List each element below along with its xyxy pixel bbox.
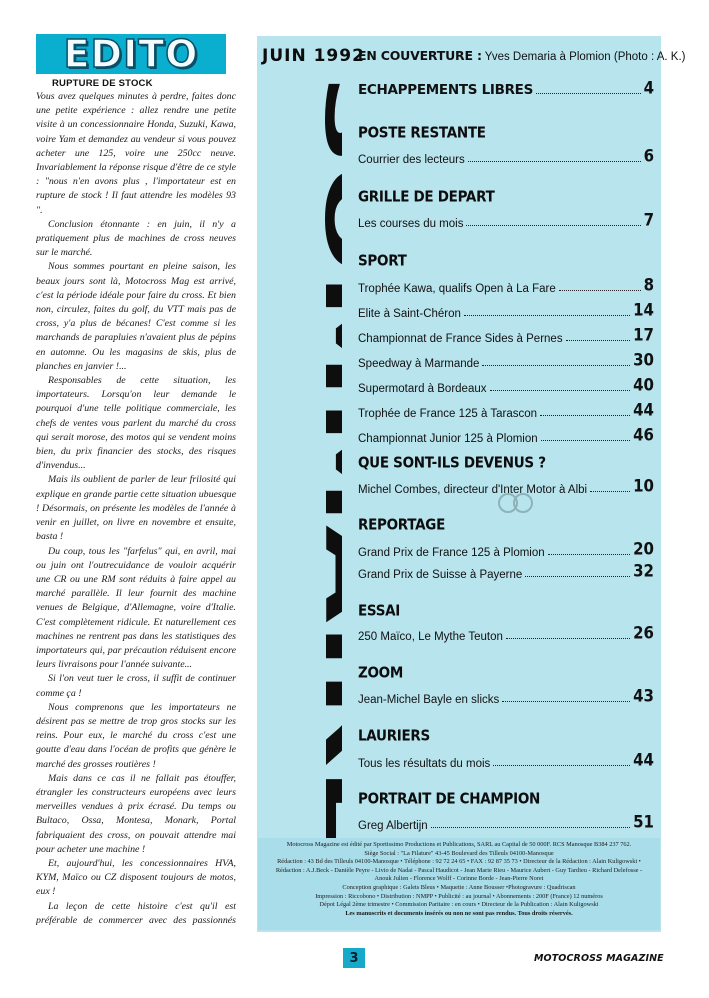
toc-entry-label: Championnat Junior 125 à Plomion	[358, 433, 538, 445]
edito-paragraph: Du coup, tous les "farfelus" qui, en avril, mai ou juin ont l'outrecuidance de vouloir acquérir une CR ou une RM sont réduits à faire appel au marché parallèle. Il leur fournit des machine venues de Belgique, d'Allemagne, voire d'Italie. C'est complètement ridicule. Et naturellement ces machines ne rentrent pas dans les statistiques des importateurs qui, par précaution réduisent encore leurs livraisons pour l'année suivante...	[36, 545, 236, 671]
credits-line: Motocross Magazine est édité par Sportissimo Productions et Publications, SARL au Capital de 50 000F. RCS Manosque B384 237 762.	[286, 841, 632, 848]
issue-date: JUIN 1992	[262, 46, 365, 66]
toc-entry-page: 44	[633, 749, 654, 770]
leader-dots	[559, 289, 641, 291]
edito-title: EDITO	[36, 34, 226, 74]
toc-entry[interactable]	[358, 299, 654, 320]
leader-dots	[540, 414, 630, 416]
toc-entry[interactable]	[358, 349, 654, 370]
leader-dots	[482, 364, 630, 366]
toc-entry[interactable]	[358, 424, 654, 445]
toc-entry-label: Greg Albertijn	[358, 820, 428, 832]
leader-dots	[431, 826, 630, 828]
edito-paragraph: Mais ils oublient de parler de leur frilosité qui explique en grande partie cette situation ubuesque ! Désormais, on présente les modèles de l'année à venir en juillet, on livre en novembre et ensuite, basta !	[36, 474, 236, 543]
toc-entry-page: 40	[633, 374, 654, 395]
toc-entry[interactable]	[358, 560, 654, 581]
edito-paragraph: Nous comprenons que les importateurs ne désirent pas se mettre de trop gros stocks sur les reins. Pour eux, le marché du cross c'est une goutte d'eau dans l'océan de profits que génère le marché des grosses routières !	[36, 701, 236, 770]
sommaire-vertical-svg	[262, 70, 342, 860]
toc-entry[interactable]	[358, 811, 654, 832]
toc-entry-page: 32	[633, 560, 654, 581]
section-head-lauriers: LAURIERS	[358, 727, 430, 745]
edito-body	[36, 90, 236, 930]
cover-line	[358, 48, 686, 63]
toc-entry-page: 8	[643, 274, 654, 295]
leader-dots	[541, 439, 630, 441]
section-head-reportage: REPORTAGE	[358, 516, 445, 534]
leader-dots	[468, 160, 641, 162]
sommaire-vertical-word	[262, 70, 342, 860]
toc-entry[interactable]	[358, 209, 654, 230]
section-head-essai: ESSAI	[358, 602, 401, 620]
toc-entry[interactable]	[358, 399, 654, 420]
edito-paragraph: Si l'on veut tuer le cross, il suffit de continuer comme ça !	[36, 673, 236, 699]
credits-line: Dépot Légal 2ème trimestre • Commission Paritaire : en cours • Directeur de la Publication : Alain Kuligowski	[319, 901, 599, 909]
leader-dots	[536, 92, 641, 94]
toc-entry-page: 6	[643, 145, 654, 166]
toc-entry-label: Courrier des lecteurs	[358, 154, 465, 166]
leader-dots	[464, 314, 630, 316]
toc-entry-label: Trophée Kawa, qualifs Open à La Fare	[358, 283, 556, 295]
toc-entry-label: ECHAPPEMENTS LIBRES	[358, 82, 534, 98]
toc-entry-echappements[interactable]	[358, 77, 654, 98]
leader-dots	[590, 490, 630, 492]
page-number: 3	[343, 948, 365, 968]
toc-entry-label: Jean-Michel Bayle en slicks	[358, 694, 500, 706]
credits-line: Impression : Riccobono • Distribution : NMPP • Publicité : au journal • Abonnements : 200F (France) 12 numéros	[315, 892, 603, 900]
section-head-poste-restante: POSTE RESTANTE	[358, 124, 486, 142]
toc-entry-label: Speedway à Marmande	[358, 358, 480, 370]
toc-entry-page: 14	[633, 299, 654, 320]
toc-entry-page: 51	[633, 811, 654, 832]
leader-dots	[493, 764, 630, 766]
edito-paragraph: Responsables de cette situation, les importateurs. Lorsqu'on leur demande le pourquoi d'une telle politique commerciale, les chefs de ventes vous parlent du marché du cross qui serait morose, des motos qui se vendent moins bien, du prix financier des stocks, des risques d'invendus...	[36, 375, 236, 472]
toc-entry-page: 43	[633, 685, 654, 706]
cover-text: Yves Demaria à Plomion (Photo : A. K.)	[484, 51, 686, 63]
toc-entry[interactable]	[358, 274, 654, 295]
section-head-grille-de-depart: GRILLE DE DEPART	[358, 188, 495, 206]
toc-entry-label: Grand Prix de Suisse à Payerne	[358, 569, 523, 581]
toc-entry-label: 250 Maïco, Le Mythe Teuton	[358, 631, 503, 643]
sommaire-vertical-text: SOMMAIRE	[309, 74, 342, 506]
toc-entry[interactable]	[358, 685, 654, 706]
credits-line: Rédaction : 43 Bd des Tilleuls 04100-Manosque • Téléphone : 92 72 24 65 • FAX : 92 87 35 73 • Directeur de la Rédaction : Alain Kuligowski •	[277, 858, 641, 866]
toc-entry-page: 4	[643, 77, 654, 98]
section-head-sport: SPORT	[358, 252, 407, 270]
leader-dots	[502, 700, 630, 702]
credits-line: Anouk Julien - Florence Wolff - Corinne Borde - Jean-Pierre Noret	[374, 875, 544, 883]
toc-entry[interactable]	[358, 538, 654, 559]
leader-dots	[525, 575, 630, 577]
toc-entry-label: Elite à Saint-Chéron	[358, 308, 461, 320]
cover-label: EN COUVERTURE :	[358, 48, 482, 63]
toc-entry-label: Trophée de France 125 à Tarascon	[358, 408, 538, 420]
leader-dots	[490, 389, 631, 391]
toc-entry-page: 46	[633, 424, 654, 445]
leader-dots	[548, 553, 630, 555]
toc-entry-label: Michel Combes, directeur d'Inter Motor à Albi	[358, 484, 588, 496]
toc-entry[interactable]	[358, 145, 654, 166]
credits-line: Siège Social : "La Filature" 43-45 Boulevard des Tilleuls 04100-Manosque	[364, 849, 554, 857]
section-head-que-sont-ils-devenus: QUE SONT-ILS DEVENUS ?	[358, 454, 546, 472]
credits	[262, 841, 656, 918]
edito-paragraph: Nous sommes pourtant en pleine saison, les beaux jours sont là, Motocross Mag est arrivé, c'est la période idéale pour faire du cross. Et bien non, circulez, faites du golf, du VTT mais pas de cross, y'a plus de bécanes! C'est comme si les marchands de parapluies n'avaient plus de pépins en automne. Ou les magasins de skis, plus de planches en janvier !...	[36, 261, 236, 372]
credits-line: Rédaction : A.J.Beck - Danièle Peyre - Livio de Nadai - Pascal Haudicot - Jean Marie Rieu - Maurice Aubert - Guy Tardieu - Richard Delefosse -	[275, 866, 643, 874]
toc-entry-page: 20	[633, 538, 654, 559]
footer-magazine-name: MOTOCROSS MAGAZINE	[534, 953, 664, 964]
credits-line: Conception graphique : Galets Bleus • Maquette : Anne Bousser •Photogravure : Quadriscan	[342, 883, 576, 891]
toc-entry[interactable]	[358, 622, 654, 643]
toc-entry-page: 17	[633, 324, 654, 345]
edito-paragraph: Conclusion étonnante : en juin, il n'y a pratiquement plus de machines de cross neuves sur le marché.	[36, 218, 236, 259]
toc-entry-label: Championnat de France Sides à Pernes	[358, 333, 563, 345]
leader-dots	[466, 224, 640, 226]
toc-entry-page: 7	[643, 209, 654, 230]
toc-entry-label: Les courses du mois	[358, 218, 464, 230]
edito-subtitle: RUPTURE DE STOCK	[52, 78, 153, 89]
toc-entry[interactable]	[358, 749, 654, 770]
edito-paragraph: Mais dans ce cas il ne fallait pas étouffer, étrangler les constructeurs européens avec leurs merveilles vendues à prix écrasé. Du temps ou Bultaco, Ossa, Montesa, Monark, Portal fabriquaient des cross, on pouvait attendre mai pour acheter une machine !	[36, 772, 236, 855]
toc-entry-label: Supermotard à Bordeaux	[358, 383, 487, 395]
stamp-watermark-icon	[498, 490, 538, 516]
section-head-portrait-de-champion: PORTRAIT DE CHAMPION	[358, 790, 541, 808]
edito-paragraph: Et, aujourd'hui, les concessionnaires HVA, KYM, Maïco ou CZ disposent toujours de motos, eux !	[36, 857, 236, 898]
toc-entry-page: 44	[633, 399, 654, 420]
toc-entry-page: 30	[633, 349, 654, 370]
toc-entry-label: Grand Prix de France 125 à Plomion	[358, 547, 545, 559]
section-head-zoom: ZOOM	[358, 664, 403, 682]
toc-entry-page: 26	[633, 622, 654, 643]
edito-paragraph: Vous avez quelques minutes à perdre, faites donc une petite expérience : allez rendre une petite visite à un concessionnaire Honda, Suzuki, Kawa, voire Yam et demandez au vendeur si vous pouvez acheter une 125, voire une 250cc neuve. Invariablement la réponse risque d'être de ce style : "nous n'en avons plus , l'importateur est en rupture de stock ! Il faut attendre les modèles 93 ".	[36, 91, 236, 216]
edito-paragraph: La leçon de cette histoire c'est qu'il est préférable de commercer avec des passionnés	[36, 900, 236, 926]
toc-entry-page: 10	[633, 475, 654, 496]
leader-dots	[566, 339, 631, 341]
toc-entry[interactable]	[358, 374, 654, 395]
toc-entry[interactable]	[358, 324, 654, 345]
credits-line: Les manuscrits et documents insérés ou non ne sont pas rendus. Tous droits réservés.	[345, 909, 573, 917]
toc-entry-label: Tous les résultats du mois	[358, 758, 491, 770]
leader-dots	[506, 637, 630, 639]
